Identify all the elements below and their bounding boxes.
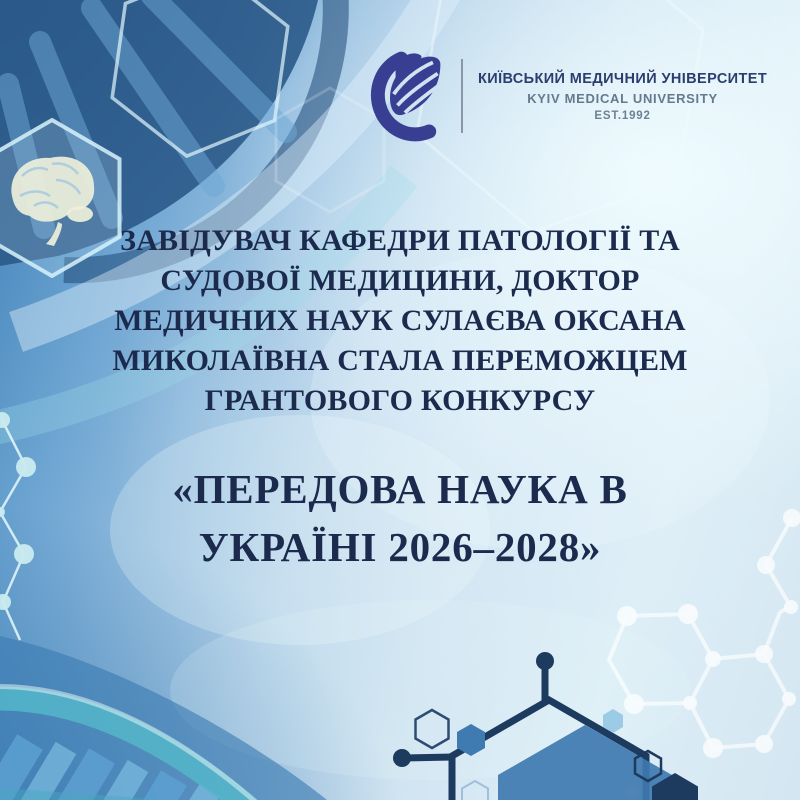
university-name-english: KYIV MEDICAL UNIVERSITY	[527, 90, 718, 106]
header-divider	[461, 59, 463, 133]
grant-title-line: «ПЕРЕДОВА НАУКА В	[172, 466, 628, 512]
announcement-line: ЗАВІДУВАЧ КАФЕДРИ ПАТОЛОГІЇ ТА	[120, 224, 680, 257]
announcement-line: ГРАНТОВОГО КОНКУРСУ	[204, 384, 596, 417]
announcement-text	[40, 221, 760, 421]
university-name-block	[478, 71, 767, 122]
university-established: EST.1992	[594, 109, 651, 122]
announcement-line: СУДОВОЇ МЕДИЦИНИ, ДОКТОР	[160, 264, 640, 297]
university-header	[362, 48, 767, 144]
grant-title	[0, 460, 800, 576]
swan-logo-icon	[362, 48, 446, 144]
university-name-ukrainian: КИЇВСЬКИЙ МЕДИЧНИЙ УНІВЕРСИТЕТ	[478, 70, 768, 87]
grant-title-line: УКРАЇНІ 2026–2028»	[198, 524, 602, 570]
announcement-line: МИКОЛАЇВНА СТАЛА ПЕРЕМОЖЦЕМ	[112, 344, 688, 377]
announcement-line: МЕДИЧНИХ НАУК СУЛАЄВА ОКСАНА	[114, 304, 686, 337]
